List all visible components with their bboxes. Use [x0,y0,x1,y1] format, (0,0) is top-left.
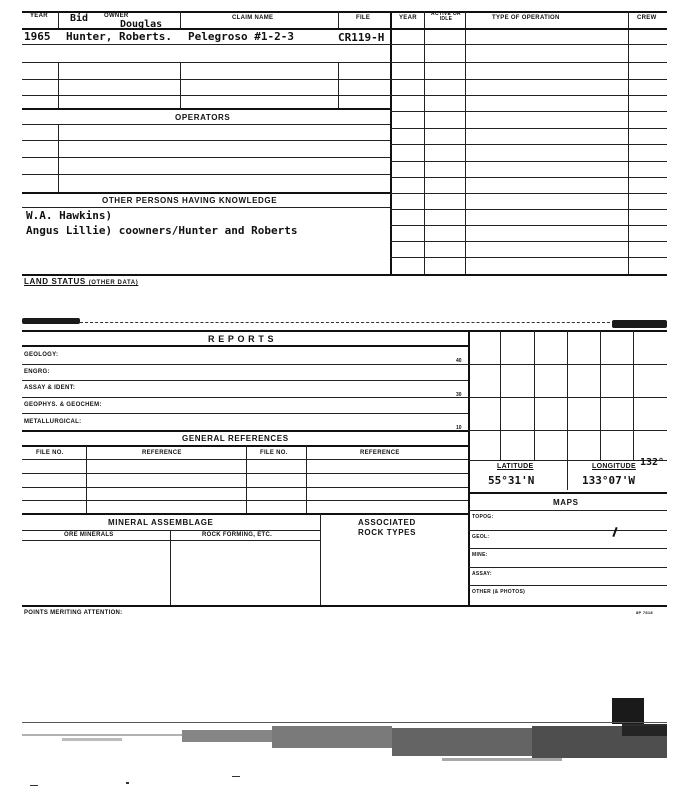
header-year2-label: YEAR [399,15,417,21]
longitude-note: 132° [640,457,665,468]
report-metallurgical-num: 10 [456,425,462,431]
gr-reference-label: REFERENCE [142,450,182,456]
other-person-line-2: Angus Lillie) coowners/Hunter and Roberts [26,224,298,237]
header-type-of-operation-label: TYPE OF OPERATION [492,15,560,21]
reports-title: R E P O R T S [208,334,275,344]
scan-noise-band [22,724,667,770]
associated-label: ASSOCIATED [358,518,416,527]
header-crew-label: CREW [637,15,657,21]
land-status-sub: (OTHER DATA) [88,280,139,286]
maps-mine-label: MINE: [472,552,488,558]
report-geophys-label: GEOPHYS. & GEOCHEM: [24,402,102,408]
rock-forming-label: ROCK FORMING, ETC. [202,532,273,538]
rock-types-label: ROCK TYPES [358,528,417,537]
entry-year: 1965 [24,30,51,43]
report-geology-num: 40 [456,358,462,364]
report-metallurgical-label: METALLURGICAL: [24,419,82,425]
land-status-label [24,277,138,286]
gr-reference-2-label: REFERENCE [360,450,400,456]
header-year-label: YEAR [30,13,48,19]
maps-other-label: OTHER (& PHOTOS) [472,589,526,595]
land-status-title: LAND STATUS [24,277,86,286]
entry-claim: Pelegroso #1-2-3 [188,30,294,43]
header-file-label: FILE [356,15,371,21]
form-number: 8P 7818 [636,610,653,615]
longitude-value: 133°07'W [582,474,635,487]
other-person-line-1: W.A. Hawkins) [26,209,113,222]
maps-topog-label: TOPOG: [472,514,494,520]
maps-assay-label: ASSAY: [472,571,492,577]
general-references-title: GENERAL REFERENCES [182,434,289,443]
report-assay-label: ASSAY & IDENT: [24,385,76,391]
gr-file-no-2-label: FILE NO. [260,450,288,456]
maps-title: MAPS [553,498,579,507]
header-owner-label: OWNER [104,13,129,19]
other-persons-title: OTHER PERSONS HAVING KNOWLEDGE [102,196,278,205]
entry-bid: Bid [70,13,89,24]
ore-minerals-label: ORE MINERALS [64,532,114,538]
entry-file-no: CR119-H [338,31,385,44]
maps-geol-label: GEOL: [472,534,490,540]
report-engrg-label: ENGRG: [24,369,50,375]
entry-names: Hunter, Roberts. [66,30,172,43]
longitude-label: LONGITUDE [592,463,636,470]
points-meriting-attention-label: POINTS MERITING ATTENTION: [24,610,123,616]
entry-owner: Douglas [120,19,163,30]
operators-title: OPERATORS [175,113,231,122]
report-geology-label: GEOLOGY: [24,352,59,358]
latitude-label: LATITUDE [497,463,534,470]
header-active-idle-label: ACTIVE OR IDLE [431,11,461,22]
header-claim-name-label: CLAIM NAME [232,15,274,21]
geol-pen-mark [612,527,617,537]
latitude-value: 55°31'N [488,474,535,487]
gr-file-no-label: FILE NO. [36,450,64,456]
mineral-assemblage-title: MINERAL ASSEMBLAGE [108,518,214,527]
scan-dark-square [612,698,644,724]
report-assay-num: 30 [456,392,462,398]
